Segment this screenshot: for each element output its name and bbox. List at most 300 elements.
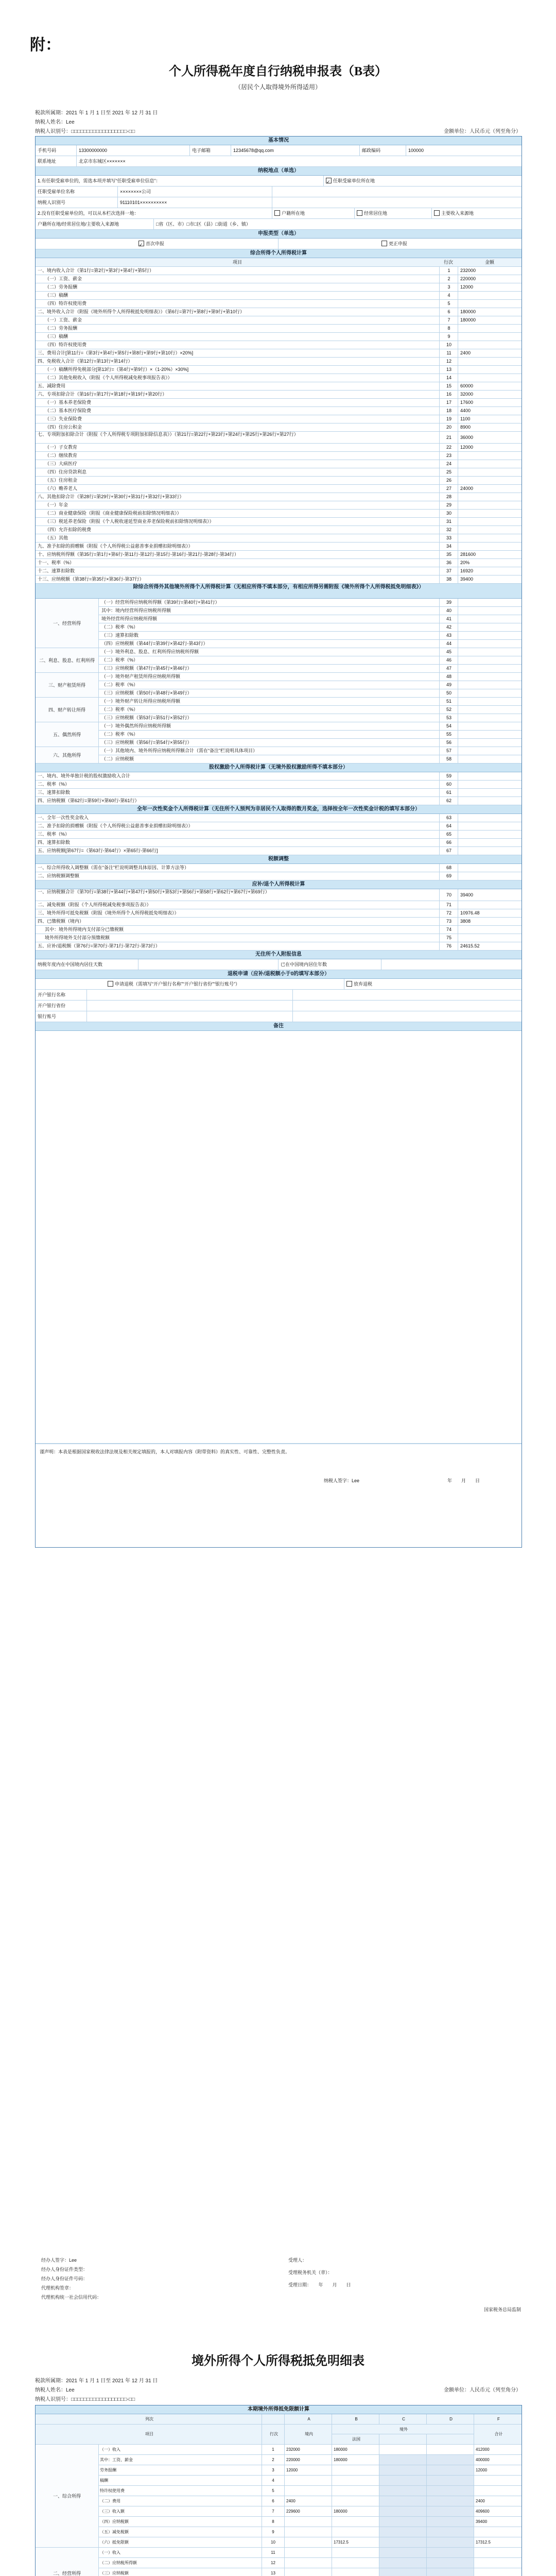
row-amount-field[interactable] [458,325,522,332]
col-foreign: 境外 [332,2425,474,2434]
hukou-row [36,219,522,230]
row-label: 三、税率（%） [38,832,70,837]
row-label: （二）税率（%） [101,732,138,737]
row-line-no: 69 [439,872,458,880]
receiver: 受理人： [288,2258,307,2263]
row-label: （三）速算扣除数 [101,633,139,638]
row-amount-field[interactable]: 24000 [458,485,522,493]
row-amount-field[interactable]: 3808 [458,918,522,925]
table-row [36,341,522,349]
table-row [36,632,522,640]
row-amount-field[interactable]: 220000 [458,275,522,283]
row-amount-field[interactable] [458,358,522,365]
table-row [36,822,522,831]
row-cell-d[interactable] [427,2455,474,2465]
row-cell-c[interactable] [379,2506,427,2516]
row-cell-f[interactable]: 409600 [476,2509,490,2514]
row-label: （五）减免税额 [98,2527,262,2537]
row-label: 十三、应纳税额（第38行=第35行×第36行-第37行） [38,577,144,582]
row-line-no: 43 [439,632,458,639]
row-amount-field[interactable]: 17600 [458,399,522,406]
row-amount-field[interactable] [458,731,522,738]
other-rows [36,599,522,764]
row-amount-field[interactable]: 4400 [458,407,522,415]
table-row [36,534,522,543]
col-item: 项目 [232,260,242,265]
row-amount-field[interactable]: 281600 [458,551,522,558]
row-line-no: 50 [439,689,458,697]
row-amount-field[interactable] [458,477,522,484]
row-line-no: 73 [439,918,458,925]
row-amount-field[interactable] [458,632,522,639]
bank-acct-field[interactable] [87,1011,293,1022]
postcode-label: 邮政编码 [360,145,406,156]
row-line-no: 38 [439,575,458,583]
row-amount-field[interactable]: 10976.48 [458,909,522,917]
row-cell-b[interactable]: 180000 [332,2506,379,2516]
row-label: （三）收入额 [98,2506,262,2516]
row-line-no: 68 [439,864,458,872]
option-main-income[interactable] [432,208,522,218]
row-group-label: 一、经营所得 [36,599,99,648]
taxpayer-id: 纳税人识别号：□□□□□□□□□□□□□□□□□□-□□ [35,129,135,134]
option-waive-refund[interactable] [344,979,522,989]
row-cell-f[interactable] [474,2527,522,2537]
checkbox-icon [346,981,352,987]
row-amount-field[interactable] [458,706,522,714]
unit-empty [272,187,522,197]
row-line-no: 6 [262,2496,285,2506]
detail-tax-period: 税款所属期：2021 年 1 月 1 日至 2021 年 12 月 31 日 [35,2378,158,2384]
row-cell-d[interactable] [427,2517,474,2527]
bonus-rows [36,814,522,855]
table-row [36,325,522,333]
row-amount-field[interactable] [458,926,522,934]
row-amount-field[interactable] [458,665,522,672]
row-cell-b[interactable]: 17312.5 [332,2537,379,2547]
row-line-no: 11 [439,349,458,357]
row-label: 稿酬 [98,2476,262,2485]
income-col-header [36,258,522,267]
row-cell-a[interactable] [285,2517,332,2527]
row-amount-field[interactable] [458,781,522,788]
row-cell-c[interactable] [379,2527,427,2537]
row-amount-field[interactable] [458,468,522,476]
option-label: 经常居住地 [364,211,388,216]
row-amount-field[interactable]: 20% [458,559,522,567]
col-country-2 [379,2434,427,2444]
detail-table [35,2405,522,2576]
row-label: （四）允许扣除的税费 [45,527,92,532]
row-line-no: 37 [439,567,458,575]
row-line-no: 26 [439,477,458,484]
row-cell-b[interactable] [332,2465,379,2475]
row-amount-field[interactable] [458,681,522,689]
table-row [36,485,522,493]
signature-date: 年 月 日 [447,1478,480,1483]
row-amount-field[interactable] [458,493,522,501]
row-amount-field[interactable]: 8900 [458,423,522,431]
table-row [36,510,522,518]
table-row [36,432,522,444]
row-label: （一）工资、薪金 [45,276,82,281]
row-cell-d[interactable] [427,2496,474,2506]
bank-prov-field[interactable] [87,1001,293,1011]
row-amount-field[interactable]: 2400 [458,349,522,357]
table-row [36,292,522,300]
row-amount-field[interactable] [458,934,522,942]
form-b-table [35,136,522,1548]
row-amount-field[interactable] [458,698,522,705]
table-row [36,864,522,872]
row-label: （二）应纳税所得额 [98,2558,262,2568]
row-amount-field[interactable] [458,689,522,697]
row-cell-b[interactable] [332,2476,379,2485]
row-cell-d[interactable] [427,2527,474,2537]
row-amount-field[interactable] [458,814,522,822]
row-amount-field[interactable] [458,534,522,542]
table-row [36,2517,522,2527]
checkbox-icon [326,178,332,183]
row-amount-field[interactable] [458,755,522,763]
row-amount-field[interactable] [458,452,522,460]
row-amount-field[interactable] [458,714,522,722]
final-rows [36,889,522,951]
row-group-label: 六、其他所得 [36,747,99,763]
filing-type-header: 申报类型（单选） [36,230,522,239]
row-amount-field[interactable]: 180000 [458,316,522,324]
agent-org: 代理机构签章： [41,2285,74,2291]
row-amount-field[interactable] [458,607,522,615]
row-cell-d[interactable] [427,2568,474,2576]
row-cell-a[interactable] [285,2568,332,2576]
row-amount-field[interactable]: 36000 [458,432,522,443]
row-label: （一）境外财产转让所得应纳税所得额 [101,699,181,704]
row-amount-field[interactable] [458,526,522,534]
table-row [36,501,522,510]
row-amount-field[interactable] [458,518,522,526]
row-amount-field[interactable] [458,366,522,374]
row-label: （三）大病医疗 [45,461,78,466]
row-amount-field[interactable] [458,599,522,606]
row-amount-field[interactable] [458,901,522,909]
table-row [36,673,522,681]
row-label: 四、应纳税额（第62行=第59行×第60行-第61行） [38,798,140,803]
email-field[interactable]: 12345678@qq.com [231,145,360,156]
row-label: （五）住房租金 [45,478,78,483]
row-label: 二、准予扣除的捐赠额（附报《个人所得税公益慈善事业捐赠扣除明细表》） [38,823,193,828]
row-cell-b[interactable]: 180000 [332,2455,379,2465]
row-cell-a[interactable] [285,2537,332,2547]
postcode-field[interactable]: 100000 [408,148,424,153]
row-cell-a[interactable] [285,2527,332,2537]
row-cell-c[interactable] [379,2568,427,2576]
table-row [36,599,522,607]
row-cell-d[interactable] [427,2506,474,2516]
row-amount-field[interactable] [458,640,522,648]
table-row [36,942,522,951]
row-cell-f[interactable]: 2400 [476,2499,485,2503]
row-label: 三、速算扣除数 [38,790,71,795]
row-line-no: 17 [439,399,458,406]
row-amount-field[interactable] [458,789,522,796]
row-amount-field[interactable] [458,747,522,755]
tax-adjust-rows [36,864,522,880]
row-label: （二）税率（%） [101,682,138,687]
row-amount-field[interactable] [458,623,522,631]
row-amount-field[interactable] [458,300,522,308]
row-label: （一）经营所得应纳税所得额（第39行=第40行+第41行） [101,600,220,605]
row-line-no: 6 [439,308,458,316]
table-row [36,2486,522,2496]
option-label: 首次申报 [146,241,165,246]
row-amount-field[interactable] [458,292,522,299]
phone-label: 手机号码 [36,145,77,156]
residence-days-label: 纳税年度内在中国境内居住天数 [36,959,138,970]
row-line-no: 29 [439,501,458,509]
row-cell-d[interactable] [427,2548,474,2557]
row-label: 境外所得境外支付部分预缴税额 [45,935,110,940]
checkbox-icon [357,210,362,216]
row-line-no: 3 [439,283,458,291]
col-item: 项目 [36,2425,262,2444]
row-cell-b[interactable] [332,2558,379,2568]
row-amount-field[interactable] [458,460,522,468]
row-amount-field[interactable] [458,831,522,838]
option-employer-location[interactable] [324,176,522,186]
hukou-field[interactable]: □省（区、市）□市□区（县）□街道（乡、镇） [156,222,251,227]
row-amount-field[interactable]: 232000 [458,267,522,275]
row-amount-field[interactable]: 16920 [458,567,522,575]
row-line-no: 3 [262,2465,285,2475]
row-line-no: 18 [439,407,458,415]
table-row [36,333,522,341]
row-cell-d[interactable] [427,2558,474,2568]
row-cell-b[interactable] [332,2486,379,2496]
table-row [36,681,522,689]
address-field[interactable]: 北京市东城区××××××× [79,159,126,164]
row-amount-field[interactable] [458,722,522,730]
row-cell-f[interactable] [474,2568,522,2576]
bank-name-label: 开户银行名称 [36,990,87,1000]
row-label: 八、其他扣除合计（第28行=第29行+第30行+第31行+第32行+第33行） [38,494,184,499]
row-amount-field[interactable]: 39400 [458,575,522,583]
row-line-no: 71 [439,901,458,909]
row-line-no: 8 [262,2517,285,2527]
receiver-org: 受理税务机关（章）： [288,2270,333,2275]
row-cell-a[interactable] [285,2486,332,2496]
row-cell-f[interactable]: 17312.5 [476,2540,491,2545]
row-cell-a[interactable]: 220000 [285,2455,332,2465]
row-line-no: 11 [262,2548,285,2557]
row-line-no: 12 [439,358,458,365]
table-row [36,399,522,407]
row-line-no: 66 [439,839,458,846]
row-amount-field[interactable] [458,374,522,382]
row-line-no: 31 [439,518,458,526]
row-cell-c[interactable] [379,2465,427,2475]
row-cell-f[interactable]: 412000 [476,2447,490,2452]
row-label: 九、准予扣除的捐赠额（附报《个人所得税公益慈善事业捐赠扣除明细表》） [38,544,193,549]
table-row [36,698,522,706]
row-amount-field[interactable] [458,872,522,880]
col-amount: 金额 [484,260,494,265]
row-cell-d[interactable] [427,2537,474,2547]
row-label: 五、减除费用 [38,383,66,388]
row-line-no: 9 [262,2527,285,2537]
row-cell-a[interactable] [285,2548,332,2557]
table-row [36,847,522,855]
row-label: 其中：境内经营所得应纳税所得额 [101,608,171,613]
row-line-no: 53 [439,714,458,722]
row-amount-field[interactable]: 12000 [458,283,522,291]
row-cell-d[interactable] [427,2445,474,2454]
row-amount-field[interactable]: 60000 [458,382,522,390]
row-label: 二、减免税额（附报《个人所得税减免税事项报告表》） [38,902,151,907]
row-cell-f[interactable] [474,2548,522,2557]
row-amount-field[interactable] [458,822,522,830]
remark-field[interactable] [36,1031,522,1444]
option-corrected-filing[interactable] [279,239,522,249]
row-cell-d[interactable] [427,2465,474,2475]
row-cell-c[interactable] [379,2558,427,2568]
table-row [36,300,522,308]
table-row [36,901,522,909]
row-amount-field[interactable] [458,739,522,747]
row-cell-c[interactable] [379,2537,427,2547]
row-amount-field[interactable] [458,615,522,623]
row-cell-b[interactable] [332,2548,379,2557]
row-label: （二）税率（%） [101,707,138,712]
phone-field[interactable]: 13300000000 [77,145,190,156]
option-hukou[interactable] [272,208,355,218]
row-amount-field[interactable] [458,772,522,780]
row-line-no: 74 [439,926,458,934]
option-first-filing[interactable] [36,239,279,249]
row-amount-field[interactable] [458,510,522,517]
bank-name-field[interactable] [87,990,293,1000]
row-cell-b[interactable]: 180000 [332,2445,379,2454]
row-cell-a[interactable] [285,2558,332,2568]
residence-days-field[interactable] [138,959,279,970]
row-cell-f[interactable]: 12000 [476,2468,488,2472]
row-amount-field[interactable]: 12000 [458,444,522,451]
row-amount-field[interactable]: 32000 [458,391,522,398]
table-row [36,2506,522,2517]
row-cell-a[interactable]: 12000 [285,2465,332,2475]
table-row [36,623,522,632]
row-amount-field[interactable] [458,656,522,664]
row-label: 一、全年一次性奖金收入 [38,815,89,820]
row-amount-field[interactable] [458,648,522,656]
row-label: 一、境内、境外单独计税的股权激励收入合计 [38,773,131,778]
unit-id-field[interactable]: 91110101×××××××××× [118,197,272,208]
row-cell-f[interactable] [474,2558,522,2568]
row-line-no: 55 [439,731,458,738]
bank-acct-row [36,1011,522,1022]
option-apply-refund[interactable] [36,979,344,989]
residence-years-field[interactable] [381,959,522,970]
row-cell-f[interactable]: 39400 [476,2519,488,2524]
table-row [36,493,522,501]
table-row [36,283,522,292]
income-rows [36,267,522,584]
row-amount-field[interactable]: 39400 [458,889,522,901]
detail-section1-header: 本期境外所得抵免限额计算 [36,2405,522,2414]
row-line-no: 1 [262,2445,285,2454]
row-line-no: 54 [439,722,458,730]
row-cell-c[interactable] [379,2455,427,2465]
row-amount-field[interactable] [458,341,522,349]
row-cell-a[interactable]: 2400 [285,2496,332,2506]
row-cell-b[interactable] [332,2517,379,2527]
row-line-no: 42 [439,623,458,631]
row-cell-c[interactable] [379,2548,427,2557]
row-cell-d[interactable] [427,2486,474,2496]
row-amount-field[interactable]: 24615.52 [458,942,522,950]
bank-prov-row [36,1001,522,1011]
row-cell-c[interactable] [379,2496,427,2506]
row-cell-a[interactable] [285,2476,332,2485]
table-row [36,934,522,942]
row-amount-field[interactable] [458,839,522,846]
row-cell-f[interactable] [474,2486,522,2496]
unit-name-field[interactable]: ××××××××公司 [118,187,272,197]
row-amount-field[interactable]: 1100 [458,415,522,423]
table-row [36,391,522,399]
row-line-no: 33 [439,534,458,542]
row-amount-field[interactable] [458,543,522,550]
row-cell-f[interactable] [474,2476,522,2485]
option-label: 申请退税（需填写“开户银行名称”“开户银行省份”“银行账号”） [115,981,240,987]
row-cell-b[interactable] [332,2568,379,2576]
row-cell-a[interactable]: 229600 [285,2506,332,2516]
row-cell-c[interactable] [379,2476,427,2485]
row-cell-a[interactable]: 232000 [285,2445,332,2454]
row-line-no: 35 [439,551,458,558]
row-amount-field[interactable] [458,864,522,872]
row-label: 六、专项扣除合计（第16行=第17行+第18行+第19行+第20行） [38,392,167,397]
row-amount-field[interactable] [458,847,522,855]
residence-years-label: 已在中国境内居住年数 [279,959,381,970]
row-amount-field[interactable]: 180000 [458,308,522,316]
row-amount-field[interactable] [458,333,522,341]
option-residence[interactable] [355,208,432,218]
row-amount-field[interactable] [458,501,522,509]
row-line-no: 76 [439,942,458,950]
col-d: D [427,2414,474,2424]
row-line-no: 63 [439,814,458,822]
row-cell-c[interactable] [379,2445,427,2454]
row-label: 十、应纳税所得额（第35行=第1行+第6行-第11行-第12行-第15行-第16行-第21行-第28行-第34行） [38,552,239,557]
table-row [36,2445,522,2455]
row-label: （四）特许权使用费 [45,342,87,347]
row-cell-b[interactable] [332,2496,379,2506]
row-line-no: 7 [439,316,458,324]
row-amount-field[interactable] [458,673,522,681]
row-cell-b[interactable] [332,2527,379,2537]
row-label: （二）劳务报酬 [45,284,78,290]
unit-id-row [36,197,522,208]
table-row [36,2455,522,2465]
table-row [36,407,522,415]
row-cell-f[interactable]: 400000 [476,2458,490,2462]
row-cell-c[interactable] [379,2486,427,2496]
row-amount-field[interactable] [458,797,522,805]
table-row [36,839,522,847]
row-cell-d[interactable] [427,2476,474,2485]
row-cell-c[interactable] [379,2517,427,2527]
